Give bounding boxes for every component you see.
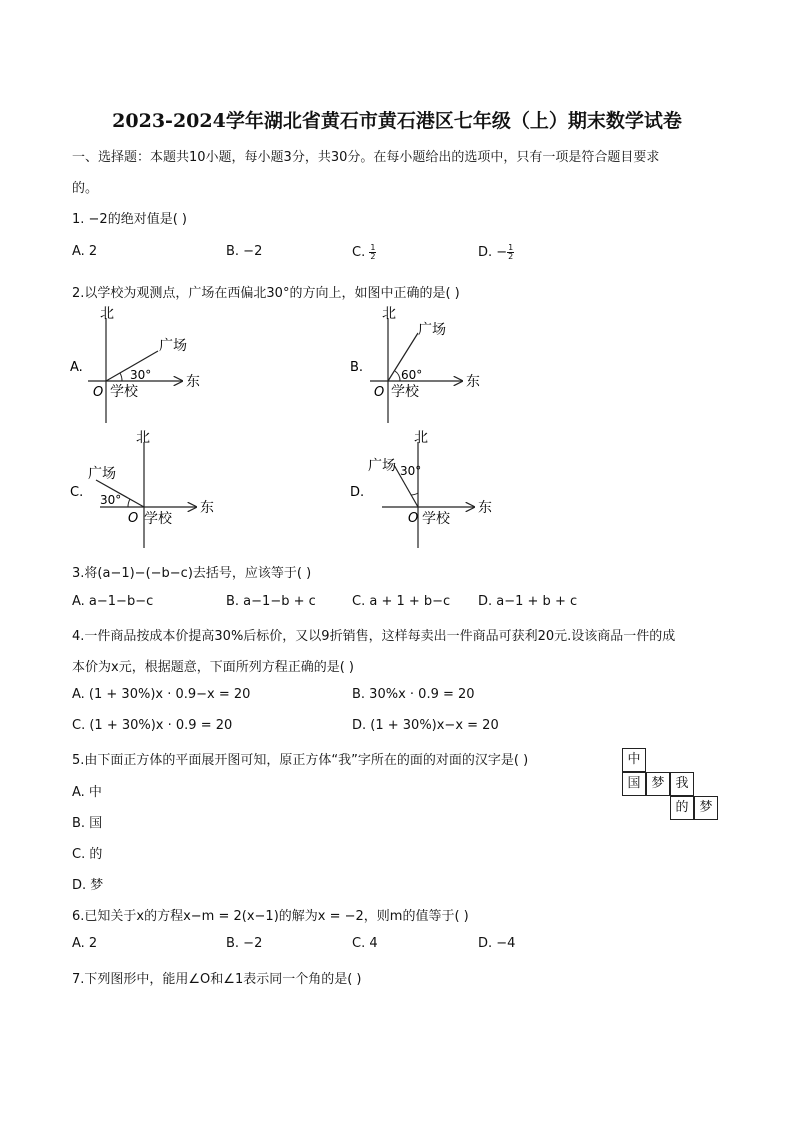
q2-diagram-b bbox=[350, 306, 480, 423]
east-label: 东 bbox=[466, 374, 480, 390]
q4-option-b: B. 30%x · 0.9 = 20 bbox=[352, 687, 475, 702]
q4-option-c: C. (1 + 30%)x · 0.9 = 20 bbox=[72, 718, 233, 733]
north-label: 北 bbox=[136, 430, 150, 446]
fraction-denominator: 2 bbox=[370, 252, 376, 261]
section-instructions-line2: 的。 bbox=[72, 181, 99, 196]
q6-option-a: A. 2 bbox=[72, 936, 98, 951]
q3-option-d: D. a−1 + b + c bbox=[478, 594, 578, 609]
section-instructions-line1: 一、选择题：本题共10小题，每小题3分，共30分。在每小题给出的选项中，只有一项是符合题目要求 bbox=[72, 150, 660, 165]
school-label: 学校 bbox=[144, 511, 172, 527]
east-label: 东 bbox=[478, 500, 492, 516]
exam-title: 2023-2024学年湖北省黄石市黄石港区七年级（上）期末数学试卷 bbox=[112, 110, 682, 132]
net-cell: 我 bbox=[670, 772, 694, 796]
north-label: 北 bbox=[414, 430, 428, 446]
net-cell: 的 bbox=[670, 796, 694, 820]
q2-diagrams bbox=[60, 300, 740, 560]
q2-label-c: C. bbox=[70, 485, 84, 500]
angle-label: 30° bbox=[100, 493, 122, 507]
north-label: 北 bbox=[100, 306, 114, 322]
question-6-stem: 6.已知关于x的方程x−m = 2(x−1)的解为x = −2，则m的值等于( ) bbox=[72, 909, 469, 924]
question-4-line2: 本价为x元，根据题意，下面所列方程正确的是( ) bbox=[72, 660, 354, 675]
square-label: 广场 bbox=[88, 466, 116, 482]
net-cell: 梦 bbox=[694, 796, 718, 820]
q5-option-a: A. 中 bbox=[72, 785, 102, 800]
angle-arc bbox=[128, 499, 130, 507]
question-5-stem: 5.由下面正方体的平面展开图可知，原正方体“我”字所在的面的对面的汉字是( ) bbox=[72, 753, 529, 768]
angle-label: 30° bbox=[400, 464, 422, 478]
cube-net bbox=[622, 748, 722, 824]
q3-option-c: C. a + 1 + b−c bbox=[352, 594, 451, 609]
question-3-stem: 3.将(a−1)−(−b−c)去括号，应该等于( ) bbox=[72, 566, 312, 581]
q5-option-b: B. 国 bbox=[72, 816, 103, 831]
q6-option-d: D. −4 bbox=[478, 936, 516, 951]
q1-option-c: C. $\frac{1}{2}$ bbox=[352, 243, 376, 261]
school-label: 学校 bbox=[391, 384, 419, 400]
fraction-denominator: 2 bbox=[508, 252, 514, 261]
net-cell: 国 bbox=[622, 772, 646, 796]
question-1-stem: 1. −2的绝对值是( ) bbox=[72, 212, 187, 227]
q1-option-d: D. − $\frac{1}{2}$ bbox=[478, 243, 514, 261]
east-label: 东 bbox=[200, 500, 214, 516]
angle-arc bbox=[120, 373, 122, 381]
q2-label-b: B. bbox=[350, 360, 364, 375]
question-4-line1: 4.一件商品按成本价提高30%后标价，又以9折销售，这样每卖出一件商品可获利20元.设该商品一件的成 bbox=[72, 629, 676, 644]
angle-label: 30° bbox=[130, 368, 152, 382]
square-label: 广场 bbox=[368, 458, 396, 474]
q6-option-c: C. 4 bbox=[352, 936, 378, 951]
net-cell: 梦 bbox=[646, 772, 670, 796]
school-label: 学校 bbox=[422, 511, 450, 527]
square-label: 广场 bbox=[418, 322, 446, 338]
origin-label: O bbox=[93, 385, 104, 400]
q3-option-a: A. a−1−b−c bbox=[72, 594, 154, 609]
origin-label: O bbox=[374, 385, 385, 400]
q2-label-a: A. bbox=[70, 360, 83, 375]
fraction-numerator: 1 bbox=[508, 243, 514, 252]
fraction-numerator: 1 bbox=[370, 243, 376, 252]
q1-option-b: B. −2 bbox=[226, 244, 263, 259]
q2-diagram-c bbox=[70, 430, 214, 548]
question-2-stem: 2.以学校为观测点，广场在西偏北30°的方向上，如图中正确的是( ) bbox=[72, 286, 460, 301]
north-label: 北 bbox=[382, 306, 396, 322]
angle-arc bbox=[411, 493, 418, 495]
q1-option-a: A. 2 bbox=[72, 244, 98, 259]
q2-diagram-a bbox=[70, 306, 200, 423]
question-7-stem: 7.下列图形中，能用∠O和∠1表示同一个角的是( ) bbox=[72, 972, 362, 987]
angle-label: 60° bbox=[401, 368, 423, 382]
square-label: 广场 bbox=[159, 338, 187, 354]
school-label: 学校 bbox=[110, 384, 138, 400]
q5-option-d: D. 梦 bbox=[72, 878, 104, 893]
angle-arc bbox=[395, 371, 400, 381]
q6-option-b: B. −2 bbox=[226, 936, 263, 951]
q3-option-b: B. a−1−b + c bbox=[226, 594, 316, 609]
net-cell: 中 bbox=[622, 748, 646, 772]
q4-option-a: A. (1 + 30%)x · 0.9−x = 20 bbox=[72, 687, 251, 702]
q5-option-c: C. 的 bbox=[72, 847, 103, 862]
origin-label: O bbox=[128, 511, 139, 526]
q2-diagram-d bbox=[350, 430, 492, 548]
q4-option-d: D. (1 + 30%)x−x = 20 bbox=[352, 718, 499, 733]
east-label: 东 bbox=[186, 374, 200, 390]
q2-label-d: D. bbox=[350, 485, 365, 500]
origin-label: O bbox=[408, 511, 419, 526]
